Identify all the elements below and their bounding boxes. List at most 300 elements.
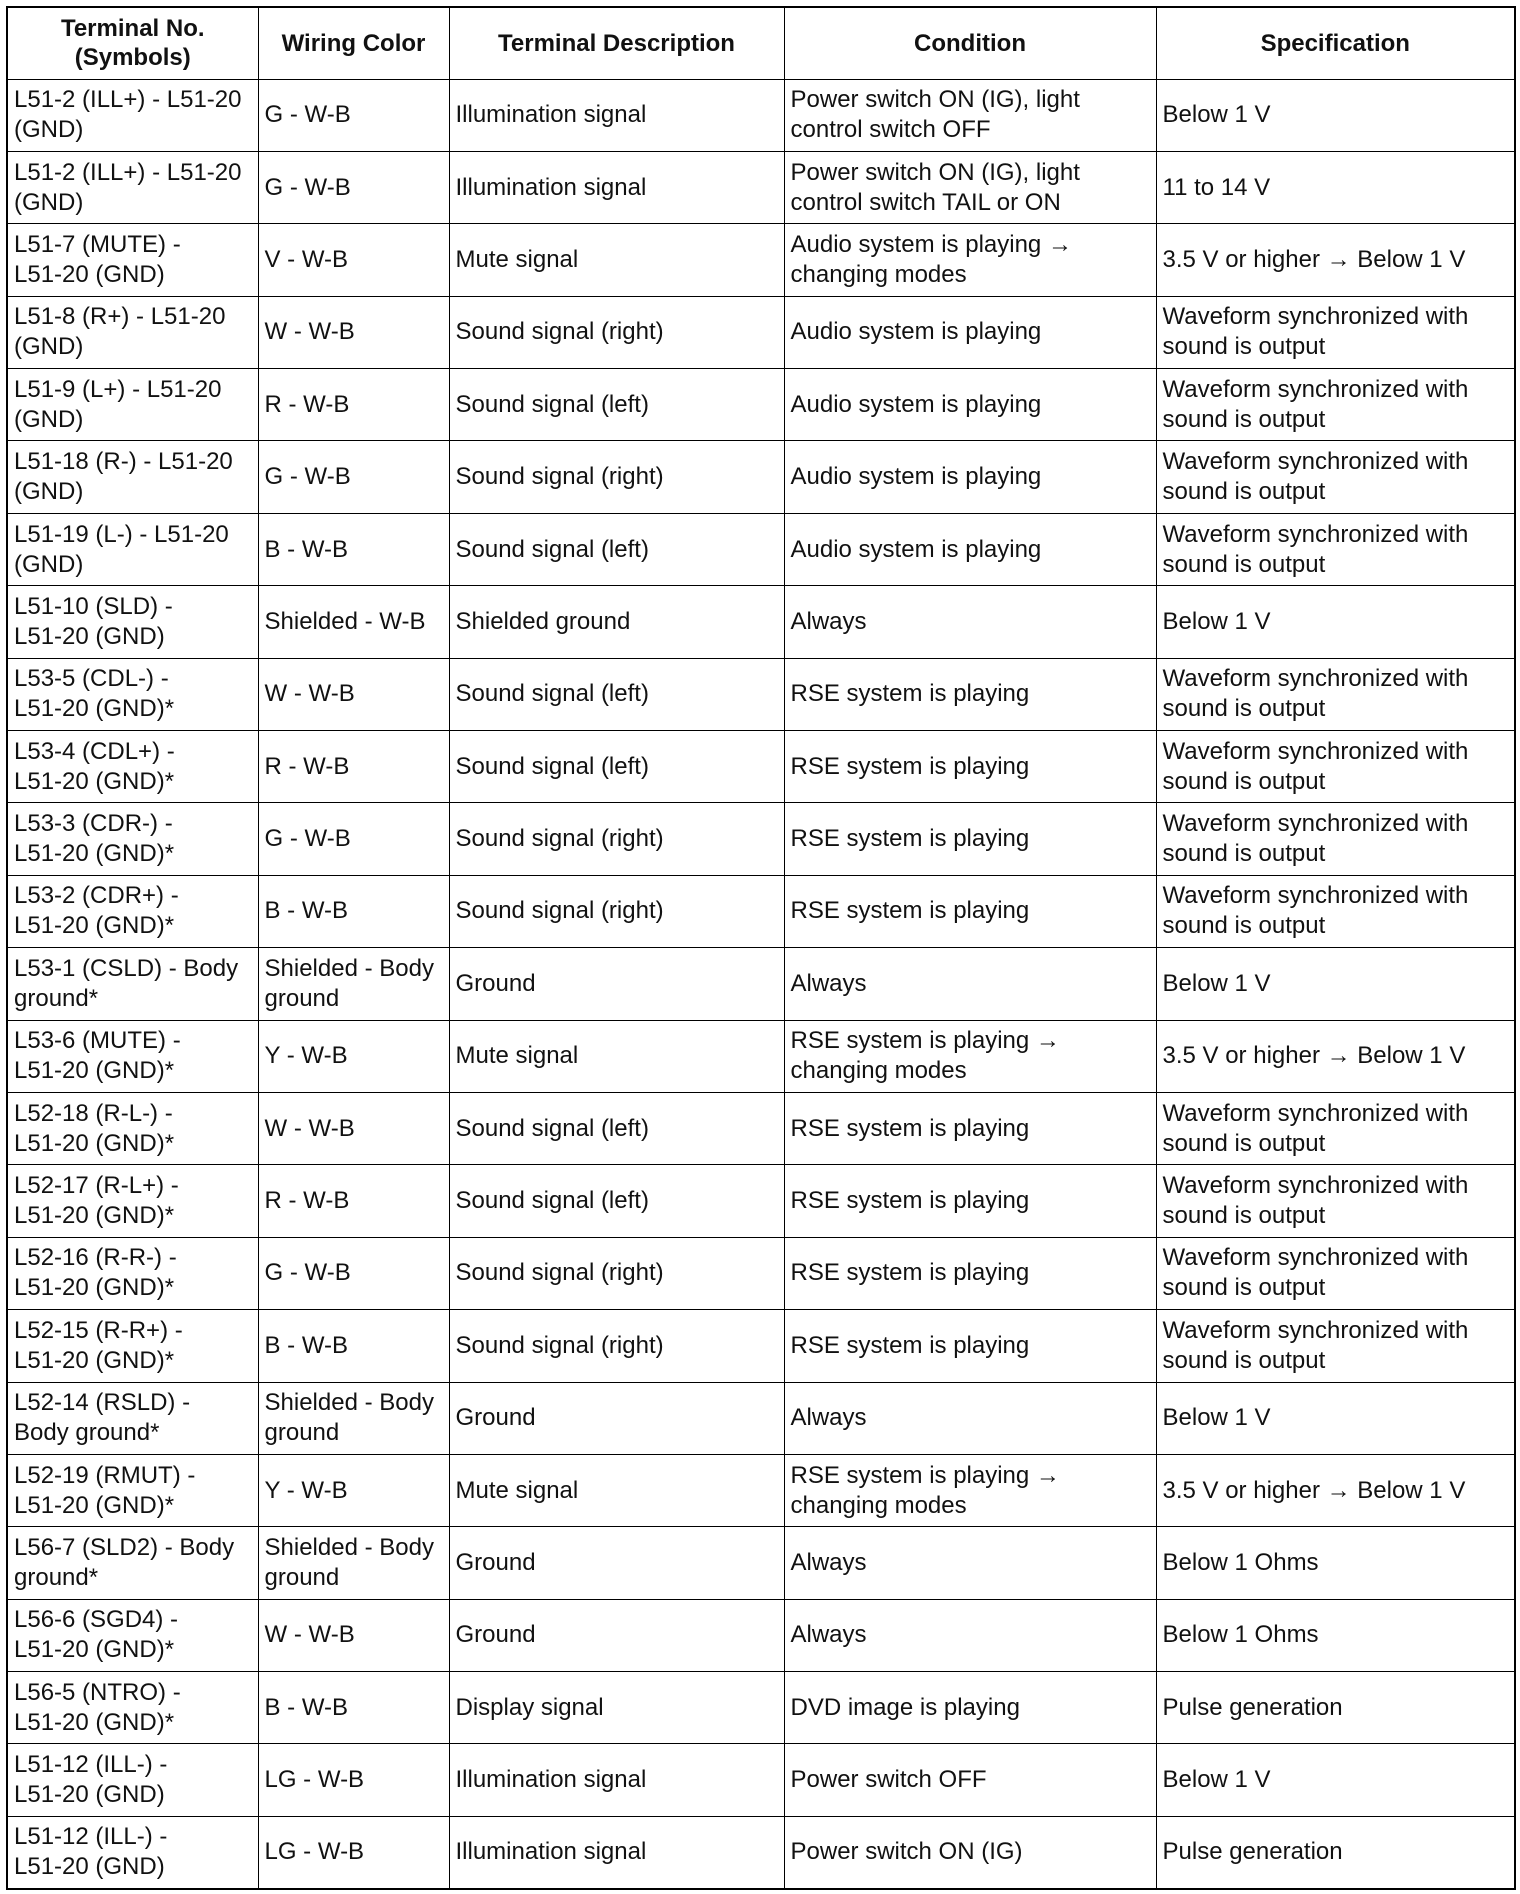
cell-wiring-color [258, 1020, 449, 1092]
cell-specification [1156, 1237, 1515, 1309]
cell-text-line: L51-20 (GND)* [14, 1636, 175, 1664]
cell-text-line: Illumination signal [455, 1766, 647, 1794]
cell-text-line: (GND) [14, 405, 84, 433]
cell-text-line: B - W-B [264, 1331, 349, 1359]
cell-condition [784, 296, 1156, 368]
cell-specification [1156, 1092, 1515, 1164]
cell-text-line: Shielded - W-B [264, 607, 426, 635]
cell-condition [784, 875, 1156, 947]
cell-text-line: G - W-B [264, 1259, 351, 1287]
cell-condition [784, 1165, 1156, 1237]
cell-text-line: Body ground* [14, 1419, 160, 1447]
cell-text-line: L53-1 (CSLD) - Body [14, 954, 239, 982]
table-row [7, 224, 1515, 296]
cell-text-line: L51-20 (GND)* [14, 695, 175, 723]
cell-text-line: ground [264, 1564, 340, 1591]
table-row [7, 731, 1515, 803]
cell-text-line: Sound signal (left) [455, 390, 649, 418]
cell-condition [784, 1020, 1156, 1092]
cell-text-line: G - W-B [264, 825, 351, 853]
cell-text-line: (GND) [14, 550, 84, 578]
cell-text-line: L56-6 (SGD4) - [14, 1606, 179, 1634]
cell-terminal-description [449, 1092, 784, 1164]
cell-text-line: Always [790, 1404, 867, 1432]
table-row [7, 151, 1515, 223]
header-row [7, 7, 1515, 79]
table-row [7, 658, 1515, 730]
cell-terminal-description [449, 1237, 784, 1309]
header-text-line: Wiring Color [281, 29, 426, 57]
cell-terminal-description [449, 79, 784, 151]
header-terminal-no [7, 7, 258, 79]
terminal-spec-table [6, 6, 1516, 1890]
cell-text-line: L51-20 (GND)* [14, 1274, 175, 1302]
cell-text-line: Audio system is playing [790, 390, 1042, 418]
cell-text-line: Waveform synchronized with [1162, 810, 1469, 838]
table-row [7, 1020, 1515, 1092]
table-row [7, 1816, 1515, 1888]
cell-text-line: L51-20 (GND) [14, 1853, 165, 1881]
cell-condition [784, 1310, 1156, 1382]
cell-terminal-no [7, 1020, 258, 1092]
cell-condition [784, 1382, 1156, 1454]
cell-text-line: W - W-B [264, 318, 355, 346]
cell-terminal-no [7, 1816, 258, 1888]
cell-condition [784, 441, 1156, 513]
cell-text-line: L51-20 (GND)* [14, 1202, 175, 1230]
cell-terminal-no [7, 224, 258, 296]
cell-wiring-color [258, 1310, 449, 1382]
cell-terminal-no [7, 151, 258, 223]
cell-text-line: DVD image is playing [790, 1693, 1020, 1721]
header-text-line: Condition [914, 29, 1026, 57]
table-row [7, 1599, 1515, 1671]
header-specification [1156, 7, 1515, 79]
cell-text-line: Pulse generation [1162, 1693, 1343, 1721]
cell-text-line: Always [790, 969, 867, 997]
cell-text-line: Sound signal (right) [455, 1259, 664, 1287]
cell-text-line: 3.5 V or higher → Below 1 V [1162, 1042, 1466, 1070]
cell-text-line: B - W-B [264, 1693, 349, 1721]
header-text-line: Specification [1260, 29, 1410, 57]
cell-text-line: Below 1 V [1162, 969, 1271, 997]
cell-text-line: control switch OFF [790, 116, 991, 144]
cell-text-line: 3.5 V or higher → Below 1 V [1162, 245, 1466, 273]
cell-terminal-no [7, 1237, 258, 1309]
cell-text-line: Sound signal (left) [455, 1114, 649, 1142]
table-row [7, 513, 1515, 585]
cell-text-line: (GND) [14, 188, 84, 216]
cell-condition [784, 1744, 1156, 1816]
cell-wiring-color [258, 1165, 449, 1237]
cell-wiring-color [258, 803, 449, 875]
cell-terminal-description [449, 1527, 784, 1599]
cell-text-line: sound is output [1162, 1274, 1326, 1302]
cell-terminal-no [7, 1744, 258, 1816]
cell-terminal-no [7, 658, 258, 730]
cell-text-line: Sound signal (left) [455, 535, 649, 563]
cell-condition [784, 731, 1156, 803]
cell-wiring-color [258, 151, 449, 223]
cell-text-line: Below 1 Ohms [1162, 1549, 1319, 1576]
cell-specification [1156, 1310, 1515, 1382]
cell-text-line: B - W-B [264, 535, 349, 563]
cell-text-line: RSE system is playing [790, 897, 1030, 925]
table-row [7, 875, 1515, 947]
cell-terminal-no [7, 513, 258, 585]
table-row [7, 79, 1515, 151]
cell-text-line: Shielded ground [455, 607, 631, 635]
cell-text-line: (GND) [14, 116, 84, 144]
cell-specification [1156, 1816, 1515, 1888]
cell-text-line: Sound signal (left) [455, 1187, 649, 1215]
cell-text-line: L51-20 (GND)* [14, 1491, 175, 1519]
cell-text-line: 3.5 V or higher → Below 1 V [1162, 1476, 1466, 1504]
cell-text-line: B - W-B [264, 897, 349, 925]
cell-text-line: changing modes [790, 260, 967, 288]
table-row [7, 441, 1515, 513]
cell-text-line: RSE system is playing [790, 1331, 1030, 1359]
cell-wiring-color [258, 1816, 449, 1888]
cell-terminal-description [449, 1599, 784, 1671]
cell-text-line: Audio system is playing [790, 463, 1042, 491]
cell-terminal-description [449, 1672, 784, 1744]
cell-terminal-description [449, 441, 784, 513]
cell-text-line: Below 1 V [1162, 1404, 1271, 1432]
cell-text-line: L51-20 (GND)* [14, 1129, 175, 1157]
cell-text-line: Ground [455, 1621, 536, 1649]
cell-text-line: Shielded - Body [264, 1389, 434, 1417]
cell-text-line: Mute signal [455, 1476, 579, 1504]
cell-text-line: Below 1 V [1162, 607, 1271, 635]
cell-text-line: Sound signal (right) [455, 1331, 664, 1359]
cell-text-line: L53-6 (MUTE) - [14, 1027, 181, 1055]
cell-text-line: ground [264, 1419, 340, 1447]
cell-text-line: Shielded - Body [264, 1534, 434, 1561]
cell-text-line: Illumination signal [455, 101, 647, 129]
cell-text-line: L56-7 (SLD2) - Body [14, 1534, 235, 1561]
cell-wiring-color [258, 1382, 449, 1454]
cell-wiring-color [258, 369, 449, 441]
cell-wiring-color [258, 1599, 449, 1671]
cell-specification [1156, 79, 1515, 151]
cell-text-line: 11 to 14 V [1162, 173, 1271, 201]
cell-text-line: Always [790, 607, 867, 635]
cell-terminal-no [7, 875, 258, 947]
cell-text-line: Pulse generation [1162, 1838, 1343, 1866]
table-body [7, 79, 1515, 1889]
cell-terminal-description [449, 586, 784, 658]
cell-text-line: Y - W-B [264, 1042, 348, 1070]
cell-text-line: changing modes [790, 1057, 967, 1085]
cell-specification [1156, 224, 1515, 296]
cell-text-line: RSE system is playing [790, 680, 1030, 708]
cell-condition [784, 658, 1156, 730]
cell-wiring-color [258, 1454, 449, 1526]
cell-condition [784, 224, 1156, 296]
cell-text-line: L51-10 (SLD) - [14, 592, 173, 620]
cell-terminal-no [7, 586, 258, 658]
cell-specification [1156, 658, 1515, 730]
table-row [7, 1165, 1515, 1237]
cell-text-line: sound is output [1162, 478, 1326, 506]
cell-specification [1156, 586, 1515, 658]
cell-text-line: RSE system is playing [790, 825, 1030, 853]
table-row [7, 369, 1515, 441]
cell-text-line: L53-4 (CDL+) - [14, 737, 175, 765]
cell-text-line: Waveform synchronized with [1162, 737, 1469, 765]
cell-wiring-color [258, 1672, 449, 1744]
cell-terminal-no [7, 948, 258, 1020]
cell-terminal-no [7, 1527, 258, 1599]
cell-text-line: Sound signal (left) [455, 752, 649, 780]
cell-terminal-description [449, 1165, 784, 1237]
cell-condition [784, 948, 1156, 1020]
cell-text-line: L51-20 (GND) [14, 260, 165, 288]
cell-condition [784, 1237, 1156, 1309]
table-row [7, 1310, 1515, 1382]
cell-specification [1156, 1165, 1515, 1237]
cell-text-line: Waveform synchronized with [1162, 1244, 1469, 1272]
cell-text-line: Ground [455, 969, 536, 997]
cell-text-line: Below 1 V [1162, 1766, 1271, 1794]
cell-text-line: ground* [14, 984, 99, 1012]
cell-text-line: L51-20 (GND)* [14, 840, 175, 868]
cell-condition [784, 1527, 1156, 1599]
cell-text-line: Sound signal (right) [455, 897, 664, 925]
cell-text-line: Power switch ON (IG), light [790, 158, 1080, 186]
cell-wiring-color [258, 79, 449, 151]
cell-text-line: Y - W-B [264, 1476, 348, 1504]
cell-condition [784, 1599, 1156, 1671]
cell-wiring-color [258, 658, 449, 730]
cell-specification [1156, 1382, 1515, 1454]
cell-terminal-description [449, 151, 784, 223]
cell-text-line: R - W-B [264, 752, 350, 780]
cell-text-line: Waveform synchronized with [1162, 882, 1469, 910]
cell-condition [784, 586, 1156, 658]
cell-text-line: (GND) [14, 478, 84, 506]
cell-text-line: Power switch ON (IG), light [790, 86, 1080, 114]
cell-wiring-color [258, 731, 449, 803]
cell-condition [784, 1672, 1156, 1744]
cell-text-line: W - W-B [264, 680, 355, 708]
cell-wiring-color [258, 224, 449, 296]
cell-condition [784, 79, 1156, 151]
cell-text-line: control switch TAIL or ON [790, 188, 1061, 216]
cell-specification [1156, 296, 1515, 368]
table-row [7, 1454, 1515, 1526]
cell-text-line: L51-20 (GND) [14, 1781, 165, 1809]
cell-text-line: Waveform synchronized with [1162, 448, 1469, 476]
cell-text-line: L52-16 (R-R-) - [14, 1244, 177, 1272]
cell-text-line: Illumination signal [455, 1838, 647, 1866]
cell-condition [784, 803, 1156, 875]
cell-terminal-no [7, 1382, 258, 1454]
cell-text-line: Mute signal [455, 245, 579, 273]
cell-specification [1156, 1454, 1515, 1526]
cell-terminal-no [7, 1672, 258, 1744]
cell-text-line: Below 1 V [1162, 101, 1271, 129]
header-terminal-description [449, 7, 784, 79]
cell-terminal-no [7, 1599, 258, 1671]
cell-text-line: sound is output [1162, 767, 1326, 795]
cell-specification [1156, 875, 1515, 947]
cell-text-line: sound is output [1162, 695, 1326, 723]
cell-wiring-color [258, 875, 449, 947]
cell-text-line: L52-15 (R-R+) - [14, 1316, 183, 1344]
cell-text-line: R - W-B [264, 390, 350, 418]
cell-specification [1156, 803, 1515, 875]
cell-text-line: Waveform synchronized with [1162, 1172, 1469, 1200]
cell-text-line: Audio system is playing [790, 318, 1042, 346]
cell-terminal-description [449, 731, 784, 803]
cell-wiring-color [258, 1527, 449, 1599]
cell-text-line: L51-12 (ILL-) - [14, 1823, 168, 1851]
cell-text-line: L51-7 (MUTE) - [14, 230, 181, 258]
cell-text-line: Waveform synchronized with [1162, 665, 1469, 693]
cell-terminal-description [449, 1020, 784, 1092]
table-row [7, 296, 1515, 368]
cell-text-line: R - W-B [264, 1187, 350, 1215]
cell-text-line: (GND) [14, 333, 84, 361]
cell-text-line: L51-20 (GND)* [14, 1057, 175, 1085]
cell-text-line: G - W-B [264, 463, 351, 491]
cell-text-line: L52-18 (R-L-) - [14, 1099, 173, 1127]
cell-text-line: Audio system is playing → [790, 230, 1072, 258]
header-text-line: Terminal No. [60, 15, 205, 43]
cell-text-line: Mute signal [455, 1042, 579, 1070]
cell-condition [784, 1454, 1156, 1526]
cell-text-line: RSE system is playing [790, 1259, 1030, 1287]
cell-text-line: Below 1 Ohms [1162, 1621, 1319, 1649]
cell-terminal-no [7, 79, 258, 151]
cell-text-line: Illumination signal [455, 173, 647, 201]
cell-text-line: W - W-B [264, 1621, 355, 1649]
cell-terminal-description [449, 658, 784, 730]
cell-text-line: Sound signal (right) [455, 463, 664, 491]
cell-terminal-no [7, 1092, 258, 1164]
cell-terminal-no [7, 1310, 258, 1382]
cell-text-line: L51-12 (ILL-) - [14, 1751, 168, 1779]
cell-text-line: G - W-B [264, 173, 351, 201]
cell-text-line: Always [790, 1621, 867, 1649]
cell-text-line: sound is output [1162, 1129, 1326, 1157]
cell-text-line: Ground [455, 1549, 536, 1576]
cell-text-line: LG - W-B [264, 1766, 365, 1794]
cell-wiring-color [258, 1237, 449, 1309]
cell-terminal-description [449, 1382, 784, 1454]
cell-text-line: L52-19 (RMUT) - [14, 1461, 196, 1489]
cell-text-line: Ground [455, 1404, 536, 1432]
cell-terminal-description [449, 1816, 784, 1888]
cell-wiring-color [258, 1744, 449, 1816]
header-text-line: (Symbols) [74, 44, 191, 72]
cell-text-line: G - W-B [264, 101, 351, 129]
cell-text-line: L52-14 (RSLD) - [14, 1389, 191, 1417]
header-text-line: Terminal Description [498, 29, 735, 57]
cell-terminal-description [449, 1744, 784, 1816]
cell-text-line: L52-17 (R-L+) - [14, 1172, 179, 1200]
cell-terminal-description [449, 1310, 784, 1382]
cell-specification [1156, 948, 1515, 1020]
cell-terminal-no [7, 1165, 258, 1237]
cell-terminal-description [449, 875, 784, 947]
cell-terminal-description [449, 369, 784, 441]
cell-text-line: L53-2 (CDR+) - [14, 882, 179, 910]
cell-specification [1156, 369, 1515, 441]
cell-text-line: Audio system is playing [790, 535, 1042, 563]
cell-text-line: L51-20 (GND) [14, 622, 165, 650]
cell-text-line: Always [790, 1549, 867, 1576]
cell-terminal-no [7, 296, 258, 368]
cell-text-line: sound is output [1162, 912, 1326, 940]
cell-condition [784, 369, 1156, 441]
cell-text-line: sound is output [1162, 333, 1326, 361]
cell-text-line: sound is output [1162, 405, 1326, 433]
cell-wiring-color [258, 296, 449, 368]
cell-specification [1156, 731, 1515, 803]
cell-specification [1156, 1020, 1515, 1092]
cell-text-line: Power switch ON (IG) [790, 1838, 1023, 1866]
cell-text-line: W - W-B [264, 1114, 355, 1142]
cell-text-line: Waveform synchronized with [1162, 1316, 1469, 1344]
table-row [7, 1672, 1515, 1744]
cell-text-line: Waveform synchronized with [1162, 375, 1469, 403]
cell-terminal-description [449, 296, 784, 368]
cell-wiring-color [258, 1092, 449, 1164]
cell-text-line: RSE system is playing → [790, 1027, 1060, 1055]
cell-text-line: Power switch OFF [790, 1766, 987, 1794]
cell-specification [1156, 1527, 1515, 1599]
cell-text-line: LG - W-B [264, 1838, 365, 1866]
cell-text-line: L51-20 (GND)* [14, 912, 175, 940]
cell-condition [784, 151, 1156, 223]
cell-text-line: sound is output [1162, 840, 1326, 868]
cell-condition [784, 513, 1156, 585]
table-row [7, 1092, 1515, 1164]
cell-text-line: L53-5 (CDL-) - [14, 665, 169, 693]
cell-text-line: ground* [14, 1564, 99, 1591]
cell-text-line: Waveform synchronized with [1162, 1099, 1469, 1127]
cell-terminal-no [7, 369, 258, 441]
cell-text-line: RSE system is playing [790, 752, 1030, 780]
cell-text-line: sound is output [1162, 1346, 1326, 1374]
cell-terminal-description [449, 224, 784, 296]
cell-condition [784, 1092, 1156, 1164]
header-wiring-color [258, 7, 449, 79]
cell-text-line: L56-5 (NTRO) - [14, 1678, 181, 1706]
cell-text-line: ground [264, 984, 340, 1012]
cell-text-line: L51-8 (R+) - L51-20 [14, 303, 226, 331]
table-row [7, 1382, 1515, 1454]
cell-text-line: L51-20 (GND)* [14, 767, 175, 795]
cell-wiring-color [258, 513, 449, 585]
cell-text-line: changing modes [790, 1491, 967, 1519]
cell-text-line: V - W-B [264, 245, 349, 273]
cell-specification [1156, 1672, 1515, 1744]
table-row [7, 586, 1515, 658]
cell-specification [1156, 1599, 1515, 1671]
cell-specification [1156, 441, 1515, 513]
header-condition [784, 7, 1156, 79]
cell-terminal-no [7, 441, 258, 513]
cell-text-line: L51-9 (L+) - L51-20 [14, 375, 222, 403]
cell-text-line: Waveform synchronized with [1162, 303, 1469, 331]
table-row [7, 948, 1515, 1020]
cell-terminal-description [449, 803, 784, 875]
cell-text-line: L51-2 (ILL+) - L51-20 [14, 86, 242, 114]
